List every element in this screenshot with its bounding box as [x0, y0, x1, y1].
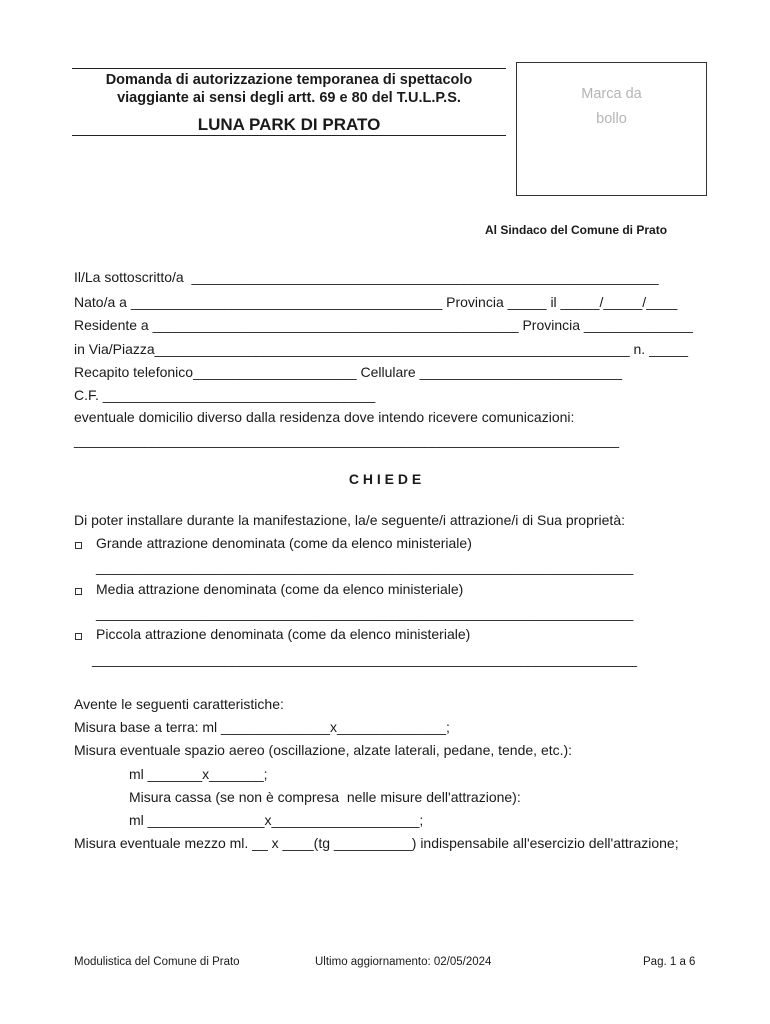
request-intro: Di poter installare durante la manifestazione, la/e seguente/i attrazione/i di Sua proprietà:	[74, 512, 625, 528]
features-heading: Avente le seguenti caratteristiche:	[74, 696, 284, 712]
street-field[interactable]: in Via/Piazza_____________________________________________________________ n. _____	[74, 341, 689, 357]
stamp-label-line2: bollo	[596, 111, 627, 127]
checkbox-large-attraction[interactable]	[75, 542, 82, 549]
option-large-field[interactable]: _____________________________________________________________________	[96, 559, 634, 575]
stamp-label-line1: Marca da	[581, 86, 642, 102]
checkbox-small-attraction[interactable]	[75, 633, 82, 640]
residence-field[interactable]: Residente a _______________________________________________ Provincia ______________	[74, 317, 693, 333]
form-title-line2: viaggiante ai sensi degli artt. 69 e 80 del T.U.L.P.S.	[117, 90, 461, 106]
cash-desk-label: Misura cassa (se non è compresa nelle misure dell'attrazione):	[129, 789, 521, 805]
phone-field[interactable]: Recapito telefonico_____________________ Cellulare __________________________	[74, 364, 623, 380]
footer-left: Modulistica del Comune di Prato	[74, 956, 240, 968]
recipient: Al Sindaco del Comune di Prato	[485, 223, 668, 237]
alt-address-label: eventuale domicilio diverso dalla residenza dove intendo ricevere comunicazioni:	[74, 409, 575, 425]
aerial-space-field[interactable]: ml _______x_______;	[129, 766, 268, 782]
footer-updated: Ultimo aggiornamento: 02/05/2024	[315, 956, 492, 968]
header-top-rule	[72, 68, 506, 69]
form-subtitle: LUNA PARK DI PRATO	[197, 115, 381, 134]
page-number: Pag. 1 a 6	[643, 956, 696, 968]
cash-desk-field[interactable]: ml _______________x___________________;	[129, 812, 424, 828]
option-medium-field[interactable]: _____________________________________________________________________	[96, 605, 634, 621]
alt-address-field[interactable]: ______________________________________________________________________	[74, 432, 620, 448]
header-bottom-rule	[72, 135, 506, 136]
request-heading: C H I E D E	[348, 471, 422, 487]
form-title-line1: Domanda di autorizzazione temporanea di spettacolo	[105, 72, 473, 88]
option-small-label: Piccola attrazione denominata (come da elenco ministeriale)	[96, 626, 471, 642]
option-small-field[interactable]: ______________________________________________________________________	[92, 651, 638, 667]
tax-code-field[interactable]: C.F. ___________________________________	[74, 387, 376, 403]
checkbox-medium-attraction[interactable]	[75, 588, 82, 595]
option-large-label: Grande attrazione denominata (come da elenco ministeriale)	[96, 535, 472, 551]
vehicle-size-field[interactable]: Misura eventuale mezzo ml. __ x ____(tg __________) indispensabile all'esercizio dell'attrazione;	[74, 835, 679, 851]
form-title	[72, 71, 506, 107]
applicant-name-field[interactable]: Il/La sottoscritto/a ____________________________________________________________	[74, 269, 659, 285]
option-medium-label: Media attrazione denominata (come da elenco ministeriale)	[96, 581, 464, 597]
birth-field[interactable]: Nato/a a ________________________________________ Provincia _____ il _____/_____/____	[74, 294, 678, 310]
base-size-field[interactable]: Misura base a terra: ml ______________x______________;	[74, 719, 450, 735]
revenue-stamp-box	[516, 62, 707, 196]
aerial-space-label: Misura eventuale spazio aereo (oscillazione, alzate laterali, pedane, tende, etc.):	[74, 742, 573, 758]
